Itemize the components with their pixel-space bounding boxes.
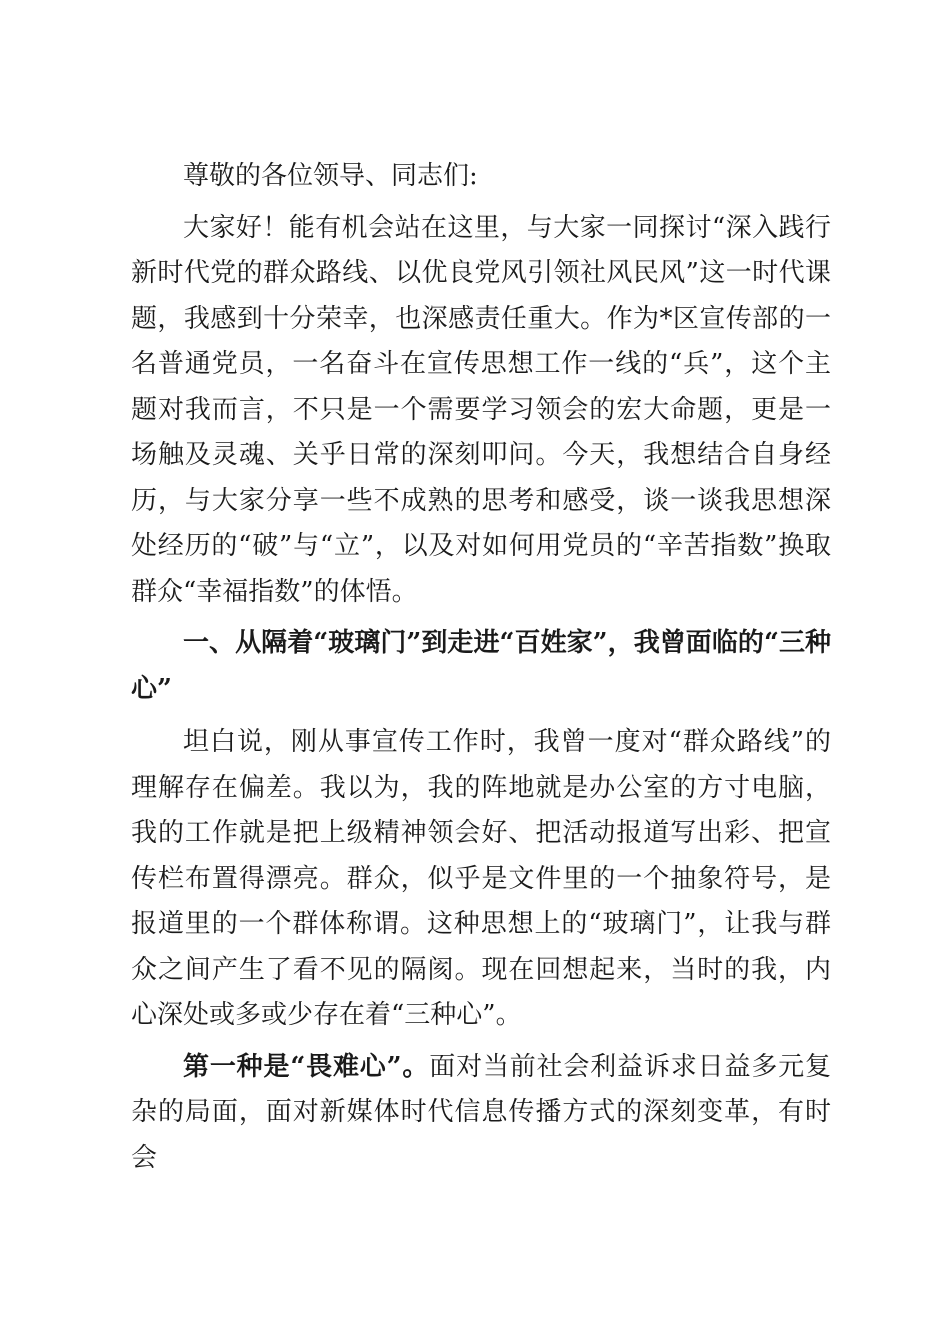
paragraph-rest: 面对当前社会利益诉求日益多元复杂的局面，面对新媒体时代信息传播方式的深刻变革，有时会 <box>131 1051 831 1173</box>
paragraph-intro: 大家好！能有机会站在这里，与大家一同探讨“深入践行新时代党的群众路线、以优良党风引领社风民风”这一时代课题，我感到十分荣幸，也深感责任重大。作为*区宣传部的一名普通党员，一名奋斗在宣传思想工作一线的“兵”，这个主题对我而言，不只是一个需要学习领会的宏大命题，更是一场触及灵魂、关乎日常的深刻叩问。今天，我想结合自身经历，与大家分享一些不成熟的思考和感受，谈一谈我思想深处经历的“破”与“立”，以及对如何用党员的“辛苦指数”换取群众“幸福指数”的体悟。 <box>131 212 831 607</box>
section-heading-1: 一、从隔着“玻璃门”到走进“百姓家”，我曾面临的“三种心” <box>131 628 831 704</box>
document-body <box>131 154 831 1187</box>
paragraph-reflection: 坦白说，刚从事宣传工作时，我曾一度对“群众路线”的理解存在偏差。我以为，我的阵地就是办公室的方寸电脑，我的工作就是把上级精神领会好、把活动报道写出彩、把宣传栏布置得漂亮。群众，似乎是文件里的一个抽象符号，是报道里的一个群体称谓。这种思想上的“玻璃门”，让我与群众之间产生了看不见的隔阂。现在回想起来，当时的我，内心深处或多或少存在着“三种心”。 <box>131 727 831 1030</box>
paragraph-lead-bold: 第一种是“畏难心”。 <box>183 1051 430 1082</box>
paragraph-first-heart <box>131 1045 831 1182</box>
salutation: 尊敬的各位领导、同志们: <box>183 161 478 191</box>
